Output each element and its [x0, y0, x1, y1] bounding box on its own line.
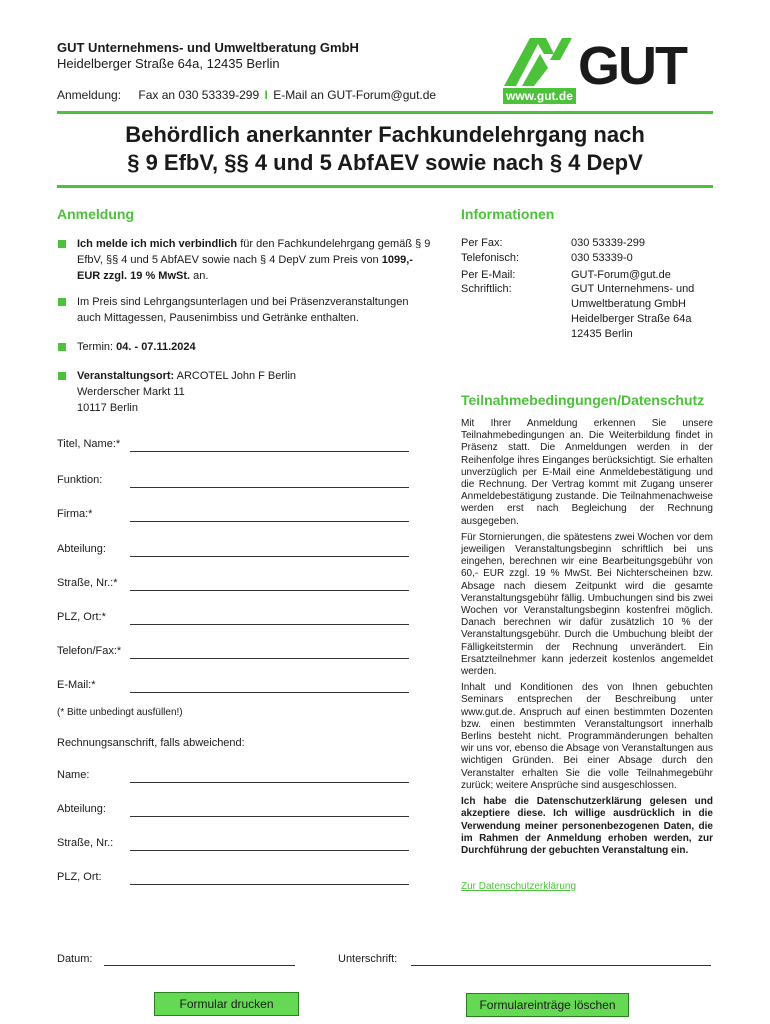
- required-note: (* Bitte unbedingt ausfüllen!): [57, 707, 183, 718]
- input-line[interactable]: [130, 590, 409, 591]
- title-line-1: Behördlich anerkannter Fachkundelehrgang nach: [125, 122, 645, 147]
- venue-label: Veranstaltungsort:: [77, 370, 175, 382]
- company-name: GUT Unternehmens- und Umweltberatung GmbH: [57, 40, 359, 55]
- informationen-heading: Informationen: [461, 206, 555, 222]
- venue-name: ARCOTEL John F Berlin: [174, 370, 297, 382]
- input-line[interactable]: [130, 451, 409, 452]
- field-title-name[interactable]: Titel, Name:*: [57, 438, 409, 454]
- info-email: Per E-Mail: GUT-Forum@gut.de: [461, 269, 671, 281]
- registration-text: für den Fachkundelehrgang gemäß § 9 EfbV, §§ 4 und 5 AbfAEV sowie nach § 4 DepV zum Preis von: [77, 238, 431, 266]
- field-invoice-name[interactable]: Name:: [57, 769, 409, 785]
- bullet-square-icon: [58, 298, 66, 306]
- registration-text-end: an.: [190, 270, 209, 282]
- termin-value: 04. - 07.11.2024: [116, 341, 196, 353]
- bullet-square-icon: [58, 372, 66, 380]
- bullet-included: [57, 294, 432, 326]
- field-email[interactable]: E-Mail:*: [57, 679, 409, 695]
- bullet-square-icon: [58, 240, 66, 248]
- field-invoice-zip-city[interactable]: PLZ, Ort:: [57, 871, 409, 887]
- website-link[interactable]: www.gut.de: [503, 88, 576, 104]
- input-line[interactable]: [130, 850, 409, 851]
- input-line[interactable]: [130, 658, 409, 659]
- teilnahme-heading: Teilnahmebedingungen/Datenschutz: [461, 392, 705, 408]
- registration-label: Anmeldung:: [57, 88, 122, 102]
- registration-bold-text: Ich melde ich mich verbindlich: [77, 238, 238, 250]
- included-text: Im Preis sind Lehrgangsunterlagen und bei Präsenzveranstaltungen auch Mittagessen, Pausenimbiss und Getränke enthalten.: [77, 296, 409, 324]
- signature-line[interactable]: [411, 965, 711, 966]
- field-invoice-street[interactable]: Straße, Nr.:: [57, 837, 409, 853]
- registration-price: 1099,- EUR zzgl. 19 % MwSt.: [77, 254, 413, 282]
- invoice-address-label: Rechnungsanschrift, falls abweichend:: [57, 737, 245, 749]
- anmeldung-heading: Anmeldung: [57, 206, 134, 222]
- signature-label: Unterschrift:: [338, 953, 398, 965]
- bullet-square-icon: [58, 343, 66, 351]
- date-line[interactable]: [104, 965, 295, 966]
- terms-para-1: Mit Ihrer Anmeldung erkennen Sie unsere Teilnahmebedingungen an. Die Weiterbildung findet in Präsenz statt. Die Anmeldungen werden in der Reihenfolge ihres Einganges berücksichtigt. Sie erhalten unverzüglich per E-Mail eine Anmeldebestätigung und die Rechnung. Der Vertrag kommt mit Zugang unserer Anmeldebestätigung zustande. Die Teilnahmenachweise werden erst nach Begleichung der Rechnung ausgegeben.: [461, 418, 713, 527]
- info-phone: Telefonisch: 030 53339-0: [461, 252, 633, 264]
- bullet-termin: [57, 339, 432, 355]
- bullet-venue: [57, 368, 432, 416]
- input-line[interactable]: [130, 624, 409, 625]
- date-field[interactable]: [57, 953, 295, 965]
- field-function[interactable]: Funktion:: [57, 474, 409, 490]
- title-divider: [57, 185, 713, 188]
- input-line[interactable]: [130, 556, 409, 557]
- field-department[interactable]: Abteilung:: [57, 543, 409, 559]
- field-street[interactable]: Straße, Nr.:*: [57, 577, 409, 593]
- input-line[interactable]: [130, 816, 409, 817]
- privacy-consent: Ich habe die Datenschutzerklärung gelesen und akzeptiere diese. Ich willige ausdrücklich in die Verwendung meiner personenbezogenen Daten, die im Rahmen der Anmeldung erhoben werden, zur Durchführung der gebuchten Veranstaltung ein.: [461, 796, 713, 856]
- logo-text: GUT: [578, 36, 686, 96]
- venue-city: 10117 Berlin: [77, 402, 138, 414]
- field-invoice-department[interactable]: Abteilung:: [57, 803, 409, 819]
- bullet-registration: [57, 236, 432, 284]
- termin-label: Termin:: [77, 341, 117, 353]
- field-zip-city[interactable]: PLZ, Ort:*: [57, 611, 409, 627]
- field-phone-fax[interactable]: Telefon/Fax:*: [57, 645, 409, 661]
- input-line[interactable]: [130, 782, 409, 783]
- contact-separator: I: [264, 88, 268, 102]
- info-fax: Per Fax: 030 53339-299: [461, 237, 646, 249]
- terms-para-3: Inhalt und Konditionen des von Ihnen gebuchten Seminars entsprechen der Beschreibung unter www.gut.de. Anspruch auf einen bestimmten Dozenten bzw. einen bestimmten Veranstaltungsort innerhalb Berlins besteht nicht. Programmänderungen behalten wir uns vor, ebenso die Absage von Veranstaltungen aus wichtigen Gründen. Bei einer Absage durch den Veranstalter erhalten Sie die volle Teilnahmegebühr zurück; weitere Ansprüche sind ausgeschlossen.: [461, 682, 713, 791]
- title-line-2: § 9 EfbV, §§ 4 und 5 AbfAEV sowie nach § 4 DepV: [127, 150, 643, 175]
- terms-para-2: Für Stornierungen, die spätestens zwei Wochen vor dem jeweiligen Veranstaltungsbeginn schriftlich bei uns eingehen, berechnen wir eine Bearbeitungsgebühr von 60,- EUR zzgl. 19 % MwSt. Bei Nichterscheinen bzw. Absage nach diesem Zeitpunkt wird die gesamte Veranstaltungsgebühr fällig. Umbuchungen sind bis zwei Wochen vor Veranstaltungsbeginn kostenfrei möglich. Danach berechnen wir dafür zusätzlich 10 % der Veranstaltungsgebühr. Durch die Umbuchung bleibt der Fälligkeitstermin der Rechnung unverändert. Ein Ersatzteilnehmer kann jederzeit kostenlos angemeldet werden.: [461, 531, 713, 678]
- company-address: Heidelberger Straße 64a, 12435 Berlin: [57, 56, 280, 71]
- input-line[interactable]: [130, 521, 409, 522]
- input-line[interactable]: [130, 692, 409, 693]
- privacy-policy-link[interactable]: Zur Datenschutzerklärung: [461, 881, 577, 892]
- print-form-button[interactable]: Formular drucken: [154, 992, 299, 1016]
- venue-street: Werderscher Markt 11: [77, 386, 185, 398]
- input-line[interactable]: [130, 487, 409, 488]
- header-divider: [57, 111, 713, 114]
- clear-form-button[interactable]: Formulareinträge löschen: [466, 993, 629, 1017]
- registration-email: E-Mail an GUT-Forum@gut.de: [273, 88, 437, 102]
- info-post: Schriftlich: GUT Unternehmens- und Umweltberatung GmbH Heidelberger Straße 64a 12435 Berlin: [461, 283, 695, 340]
- input-line[interactable]: [130, 884, 409, 885]
- registration-fax: Fax an 030 53339-299: [138, 88, 260, 102]
- date-label: Datum:: [57, 953, 93, 965]
- page-title: [57, 121, 713, 177]
- registration-contact: [57, 88, 436, 102]
- field-company[interactable]: Firma:*: [57, 508, 409, 524]
- signature-field[interactable]: [338, 953, 711, 965]
- terms-text: [461, 418, 713, 861]
